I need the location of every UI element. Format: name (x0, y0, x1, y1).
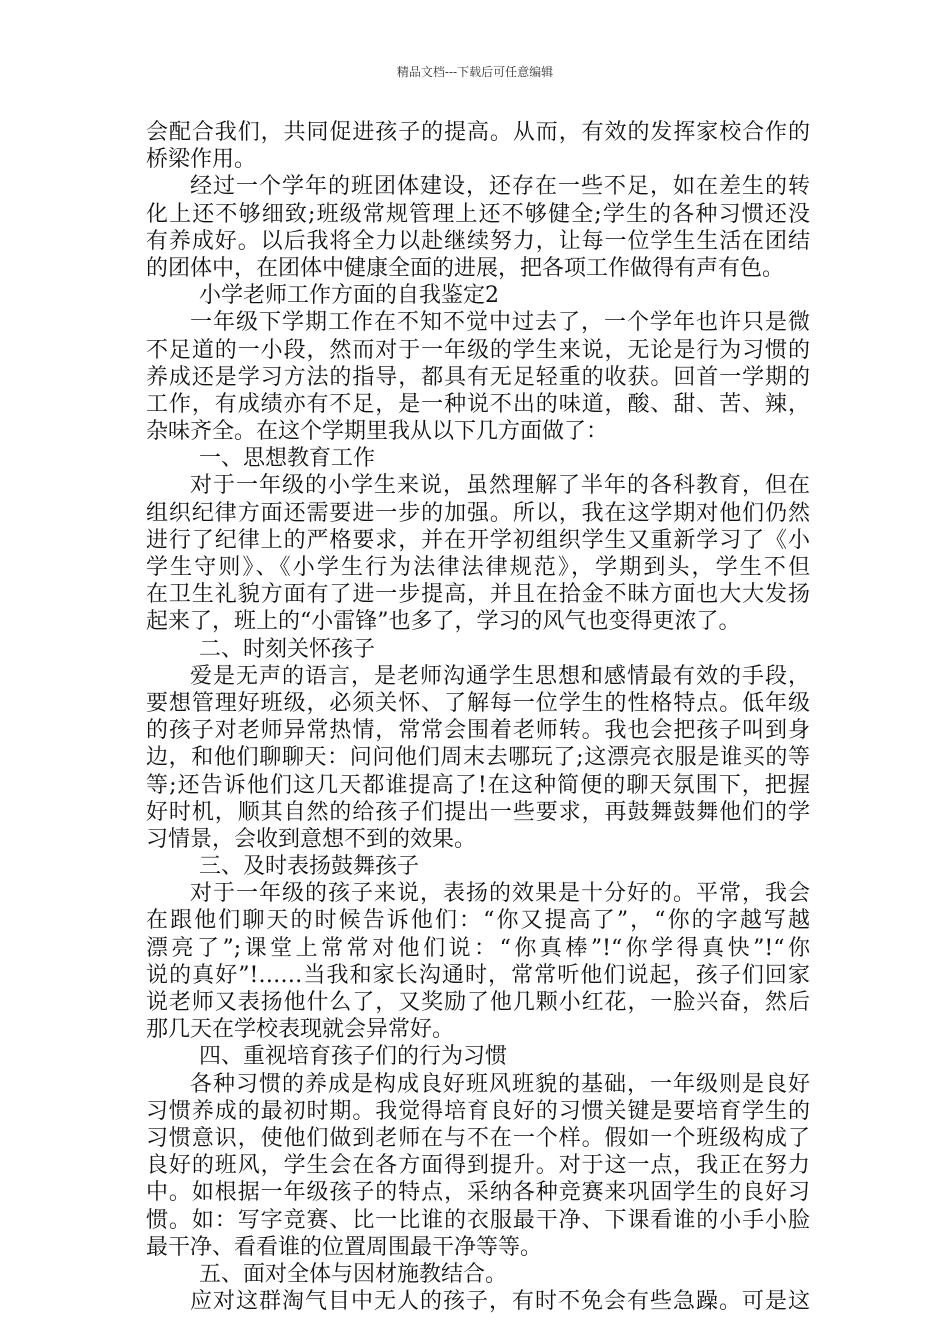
text-line: 在卫生礼貌方面有了进一步提高，并且在拾金不昧方面也大大发扬 (146, 582, 810, 608)
text-line: 工作，有成绩亦有不足，是一种说不出的味道，酸、甜、苦、辣， (146, 391, 810, 417)
text-line: 在跟他们聊天的时候告诉他们：“你又提高了”，“你的字越写越 (146, 908, 810, 934)
text-line: 一年级下学期工作在不知不觉中过去了，一个学年也许只是微 (190, 310, 810, 336)
page-header: 精品文档---下载后可任意编辑 (396, 65, 554, 79)
text-line: 说老师又表扬他什么了，又奖励了他几颗小红花，一脸兴奋，然后 (146, 990, 810, 1015)
text-line: 中。如根据一年级孩子的特点，采纳各种竞赛来巩固学生的良好习 (146, 1180, 810, 1206)
text-line: 漂亮了”;课堂上常常对他们说：“你真棒”!“你学得真快”!“你 (146, 935, 810, 961)
text-line: 学生守则》、《小学生行为法律法律规范》，学期到头，学生不但 (146, 555, 810, 580)
text-line: 的孩子对老师异常热情，常常会围着老师转。我也会把孩子叫到身 (146, 718, 810, 744)
text-line: 习惯养成的最初时期。我觉得培育良好的习惯关键是要培育学生的 (146, 1098, 810, 1124)
text-line: 桥梁作用。 (146, 147, 257, 173)
text-line: 化上还不够细致;班级常规管理上还不够健全;学生的各种习惯还没 (146, 201, 810, 227)
text-line: 要想管理好班级，必须关怀、了解每一位学生的性格特点。低年级 (146, 690, 810, 716)
section-heading: 三、及时表扬鼓舞孩子 (199, 854, 420, 880)
text-line: 那几天在学校表现就会异常好。 (146, 1017, 455, 1043)
text-line: 有养成好。以后我将全力以赴继续努力，让每一位学生生活在团结 (146, 228, 810, 254)
text-line: 会配合我们，共同促进孩子的提高。从而，有效的发挥家校合作的 (146, 120, 810, 145)
text-line: 养成还是学习方法的指导，都具有无足轻重的收获。回首一学期的 (146, 364, 810, 390)
text-line: 的团体中，在团体中健康全面的进展，把各项工作做得有声有色。 (146, 255, 785, 281)
section-heading: 一、思想教育工作 (199, 446, 376, 472)
text-line: 杂味齐全。在这个学期里我从以下几方面做了： (146, 419, 609, 445)
section-heading: 五、面对全体与因材施教结合。 (199, 1261, 508, 1287)
document-body (146, 119, 810, 1315)
text-line: 惯。如：写字竞赛、比一比谁的衣服最干净、下课看谁的小手小脸 (146, 1207, 810, 1233)
text-line: 起来了，班上的“小雷锋”也多了，学习的风气也变得更浓了。 (146, 609, 741, 635)
section-heading: 小学老师工作方面的自我鉴定2 (199, 283, 499, 309)
text-line: 等;还告诉他们这几天都谁提高了!在这种简便的聊天氛围下，把握 (146, 772, 810, 798)
section-heading: 四、重视培育孩子们的行为习惯 (199, 1044, 508, 1070)
text-line: 组织纪律方面还需要进一步的加强。所以，我在这学期对他们仍然 (146, 500, 810, 526)
text-line: 说的真好”!……当我和家长沟通时，常常听他们说起，孩子们回家 (146, 962, 810, 988)
text-line: 经过一个学年的班团体建设，还存在一些不足，如在差生的转 (190, 174, 810, 200)
text-line: 各种习惯的养成是构成良好班风班貌的基础，一年级则是良好 (190, 1071, 810, 1097)
text-line: 最干净、看看谁的位置周围最干净等等。 (146, 1234, 543, 1260)
text-line: 对于一年级的孩子来说，表扬的效果是十分好的。平常，我会 (190, 881, 810, 907)
text-line: 良好的班风，学生会在各方面得到提升。对于这一点，我正在努力 (146, 1153, 810, 1179)
text-line: 对于一年级的小学生来说，虽然理解了半年的各科教育，但在 (190, 473, 810, 499)
section-heading: 二、时刻关怀孩子 (199, 636, 376, 662)
text-line: 应对这群淘气目中无人的孩子，有时不免会有些急躁。可是这 (190, 1289, 810, 1315)
text-line: 好时机，顺其自然的给孩子们提出一些要求，再鼓舞鼓舞他们的学 (146, 799, 810, 825)
text-line: 进行了纪律上的严格要求，并在开学初组织学生又重新学习了《小 (146, 527, 810, 553)
text-line: 习惯意识，使他们做到老师在与不在一个样。假如一个班级构成了 (146, 1125, 810, 1151)
text-line: 不足道的一小段，然而对于一年级的学生来说，无论是行为习惯的 (146, 337, 810, 363)
text-line: 边，和他们聊聊天：问问他们周末去哪玩了;这漂亮衣服是谁买的等 (146, 745, 810, 771)
text-line: 爱是无声的语言，是老师沟通学生思想和感情最有效的手段， (190, 663, 810, 689)
text-line: 习情景，会收到意想不到的效果。 (146, 826, 477, 852)
